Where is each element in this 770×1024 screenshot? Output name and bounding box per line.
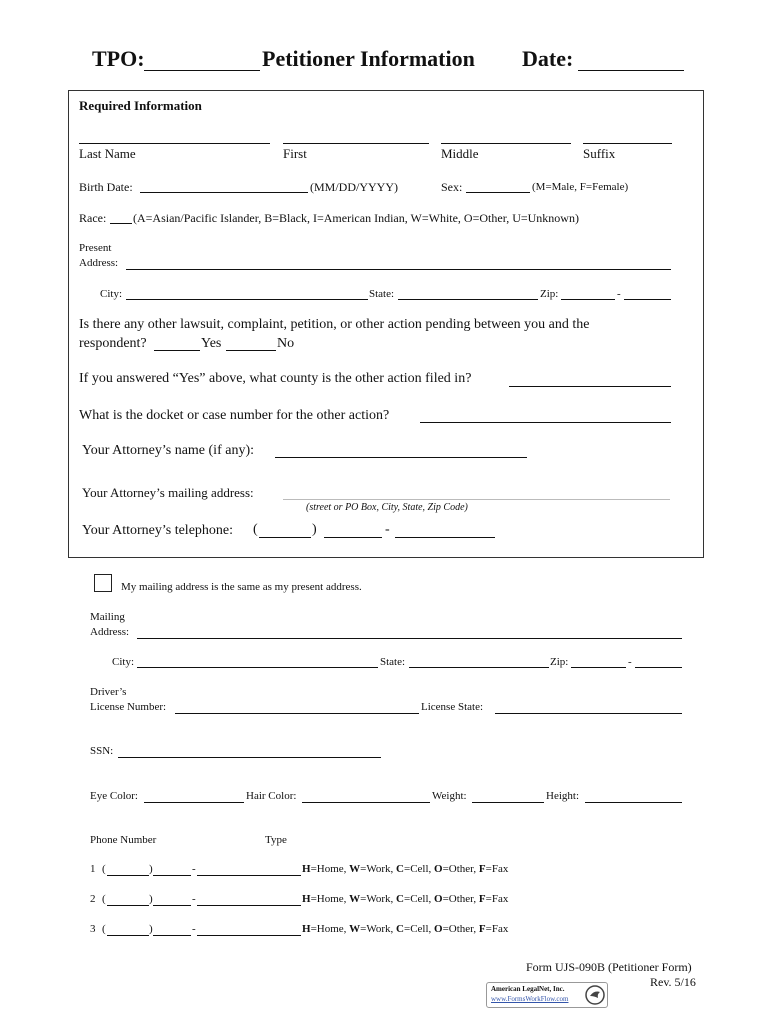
phone-row-close: )	[149, 863, 153, 875]
docket-field[interactable]	[420, 422, 671, 423]
eagle-logo-icon	[584, 984, 606, 1006]
middle-name-field[interactable]	[441, 143, 571, 144]
phone-row-close: )	[149, 893, 153, 905]
phone-number-header: Phone Number	[90, 834, 157, 846]
phone-row-dash: -	[192, 893, 196, 905]
drivers-label: Driver’s	[90, 686, 127, 698]
zip-field[interactable]	[561, 299, 615, 300]
phone-prefix-field[interactable]	[153, 935, 191, 936]
license-number-field[interactable]	[175, 713, 419, 714]
phone-area-field[interactable]	[107, 875, 149, 876]
zip-dash: -	[617, 288, 621, 300]
company-url[interactable]: www.FormsWorkFlow.com	[491, 995, 569, 1003]
phone-area-field[interactable]	[107, 905, 149, 906]
attorney-phone-area-field[interactable]	[259, 537, 311, 538]
license-state-field[interactable]	[495, 713, 682, 714]
birth-date-format: (MM/DD/YYYY)	[310, 180, 398, 194]
required-heading: Required Information	[79, 98, 202, 113]
lawsuit-question-2: respondent?	[79, 336, 147, 351]
license-number-label: License Number:	[90, 701, 167, 713]
zip-ext-field[interactable]	[624, 299, 671, 300]
attorney-mailing-label: Your Attorney’s mailing address:	[82, 485, 254, 500]
phone-row-open: (	[102, 923, 106, 935]
suffix-field[interactable]	[583, 143, 672, 144]
birth-date-field[interactable]	[140, 192, 308, 193]
mailing-address-label: Address:	[90, 626, 130, 638]
race-options: (A=Asian/Pacific Islander, B=Black, I=American Indian, W=White, O=Other, U=Unknown)	[133, 211, 579, 225]
mailing-city-field[interactable]	[137, 667, 378, 668]
tpo-label: TPO:	[92, 46, 145, 71]
attorney-mailing-field[interactable]	[283, 499, 670, 500]
first-name-field[interactable]	[283, 143, 429, 144]
page-title: Petitioner Information	[262, 46, 475, 71]
middle-name-label: Middle	[441, 146, 479, 161]
phone-area-field[interactable]	[107, 935, 149, 936]
sex-field[interactable]	[466, 192, 530, 193]
first-name-label: First	[283, 146, 307, 161]
mailing-state-field[interactable]	[409, 667, 549, 668]
ssn-field[interactable]	[118, 757, 381, 758]
attorney-phone-open: (	[253, 522, 258, 537]
birth-date-label: Birth Date:	[79, 180, 133, 194]
phone-line-field[interactable]	[197, 905, 301, 906]
height-label: Height:	[546, 790, 579, 802]
phone-row-open: (	[102, 893, 106, 905]
phone-row-dash: -	[192, 923, 196, 935]
phone-row-close: )	[149, 923, 153, 935]
mailing-zip-dash: -	[628, 656, 632, 668]
docket-question: What is the docket or case number for the other action?	[79, 408, 390, 423]
sex-label: Sex:	[441, 180, 463, 194]
attorney-name-label: Your Attorney’s name (if any):	[82, 443, 254, 458]
mailing-address-field[interactable]	[137, 638, 682, 639]
weight-label: Weight:	[432, 790, 467, 802]
mailing-city-label: City:	[112, 656, 135, 668]
no-label: No	[277, 336, 295, 351]
height-field[interactable]	[585, 802, 682, 803]
mailing-label: Mailing	[90, 611, 125, 623]
no-field[interactable]	[226, 350, 276, 351]
race-label: Race:	[79, 211, 107, 225]
phone-type-legend: H=Home, W=Work, C=Cell, O=Other, F=Fax	[302, 863, 509, 875]
last-name-label: Last Name	[79, 146, 136, 161]
state-field[interactable]	[398, 299, 538, 300]
company-name: American LegalNet, Inc.	[491, 985, 565, 993]
mailing-zip-ext-field[interactable]	[635, 667, 682, 668]
eye-color-label: Eye Color:	[90, 790, 138, 802]
phone-row-number: 2	[90, 893, 96, 905]
tpo-field[interactable]	[144, 70, 260, 71]
phone-prefix-field[interactable]	[153, 905, 191, 906]
last-name-field[interactable]	[79, 143, 270, 144]
attorney-phone-close: )	[312, 522, 317, 537]
present-address-field[interactable]	[126, 269, 671, 270]
form-id: Form UJS-090B (Petitioner Form)	[526, 960, 692, 974]
revision: Rev. 5/16	[650, 975, 696, 989]
mailing-zip-field[interactable]	[571, 667, 626, 668]
ssn-label: SSN:	[90, 745, 114, 757]
attorney-mailing-hint: (street or PO Box, City, State, Zip Code)	[306, 502, 468, 513]
attorney-phone-label: Your Attorney’s telephone:	[82, 523, 234, 538]
license-state-label: License State:	[421, 701, 484, 713]
hair-color-label: Hair Color:	[246, 790, 297, 802]
eye-color-field[interactable]	[144, 802, 244, 803]
county-field[interactable]	[509, 386, 671, 387]
attorney-phone-dash: -	[385, 522, 390, 537]
city-label: City:	[100, 288, 123, 300]
phone-row-number: 3	[90, 923, 96, 935]
lawsuit-question: Is there any other lawsuit, complaint, petition, or other action pending between you and the	[79, 317, 590, 332]
city-field[interactable]	[126, 299, 368, 300]
date-field[interactable]	[578, 70, 684, 71]
state-label: State:	[369, 288, 395, 300]
mailing-zip-label: Zip:	[550, 656, 569, 668]
attorney-name-field[interactable]	[275, 457, 527, 458]
mailing-state-label: State:	[380, 656, 406, 668]
phone-type-legend: H=Home, W=Work, C=Cell, O=Other, F=Fax	[302, 923, 509, 935]
same-address-checkbox[interactable]	[94, 574, 112, 592]
phone-row-number: 1	[90, 863, 96, 875]
phone-row-dash: -	[192, 863, 196, 875]
suffix-label: Suffix	[583, 146, 616, 161]
race-field[interactable]	[110, 223, 132, 224]
zip-label: Zip:	[540, 288, 559, 300]
sex-options: (M=Male, F=Female)	[532, 181, 629, 193]
phone-type-legend: H=Home, W=Work, C=Cell, O=Other, F=Fax	[302, 893, 509, 905]
yes-field[interactable]	[154, 350, 200, 351]
phone-line-field[interactable]	[197, 935, 301, 936]
address-label: Address:	[79, 257, 119, 269]
phone-row-open: (	[102, 863, 106, 875]
date-label: Date:	[522, 46, 574, 71]
same-address-label: My mailing address is the same as my present address.	[121, 581, 362, 593]
hair-color-field[interactable]	[302, 802, 430, 803]
phone-prefix-field[interactable]	[153, 875, 191, 876]
phone-line-field[interactable]	[197, 875, 301, 876]
county-question: If you answered “Yes” above, what county is the other action filed in?	[79, 371, 472, 386]
attorney-phone-prefix-field[interactable]	[324, 537, 382, 538]
type-header: Type	[265, 834, 287, 846]
attorney-phone-line-field[interactable]	[395, 537, 495, 538]
weight-field[interactable]	[472, 802, 544, 803]
present-label: Present	[79, 242, 112, 254]
yes-label: Yes	[201, 336, 222, 351]
